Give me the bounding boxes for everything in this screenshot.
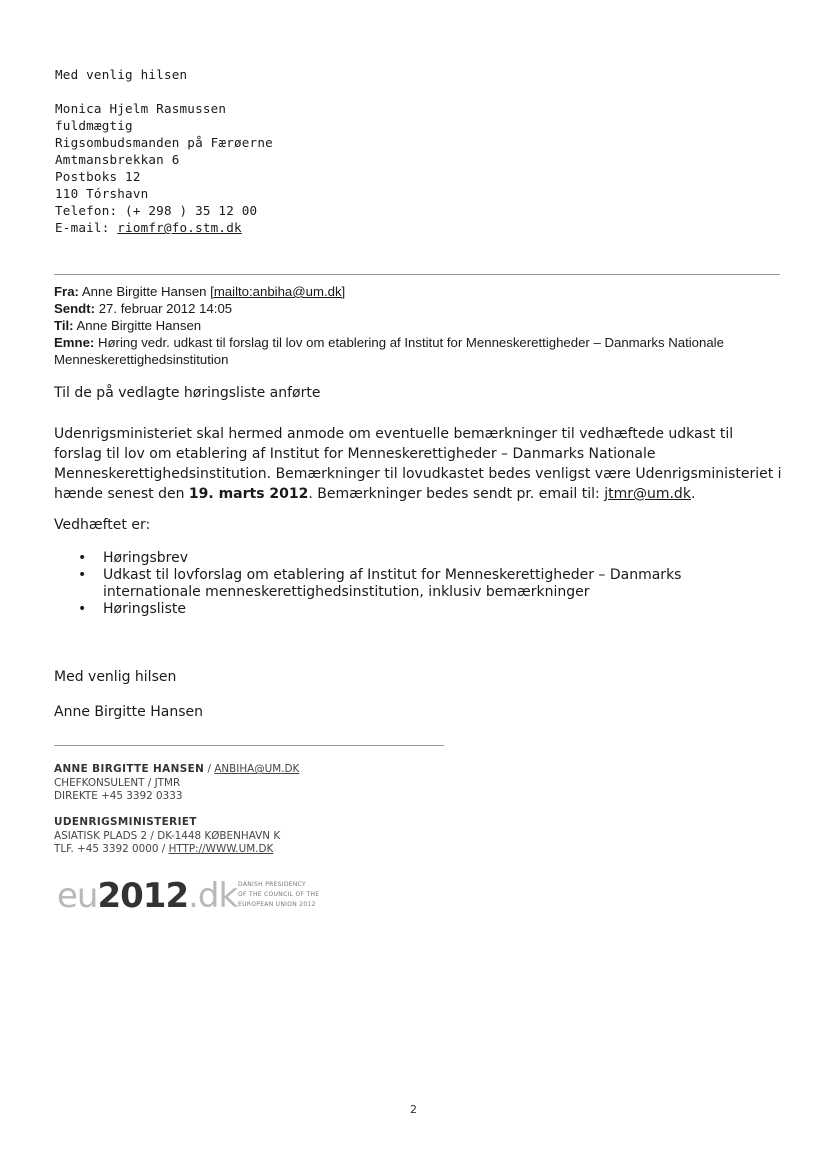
paragraph-text: Udenrigsministeriet skal hermed anmode om eventuelle bemærkninger til vedhæftede udkast til forslag til lov om etablering af Institut for Menneskerettigheder – Danmarks Nationale Menneskerettighedsinstitution. Bemærkninger til lovudkastet bedes venligst være Udenrigsministeriet i hænde senest den <box>54 426 782 502</box>
from-name: Anne Birgitte Hansen <box>78 284 211 299</box>
body-paragraph <box>54 424 784 504</box>
eu2012-logo <box>57 876 327 920</box>
addressee-line: Til de på vedlagte høringsliste anførte <box>54 385 321 401</box>
closing-name: Anne Birgitte Hansen <box>54 704 203 720</box>
sender-email-line <box>55 219 273 236</box>
attachments-label: Vedhæftet er: <box>54 517 151 533</box>
signature-title: CHEFKONSULENT / JTMR <box>54 776 181 789</box>
greeting: Med venlig hilsen <box>55 67 188 82</box>
sender-phone: Telefon: (+ 298 ) 35 12 00 <box>55 203 258 218</box>
sender-email-link[interactable]: riomfr@fo.stm.dk <box>117 220 242 235</box>
from-row <box>54 283 784 300</box>
to-label: Til: <box>54 318 74 333</box>
sender-city: 110 Tórshavn <box>55 186 149 201</box>
list-item <box>78 601 778 618</box>
ministry-name-row <box>54 816 280 830</box>
logo-caption-line: OF THE COUNCIL OF THE <box>238 891 320 898</box>
to-row <box>54 317 784 334</box>
bullet-icon: • <box>78 550 87 566</box>
forwarded-email-header <box>54 283 784 368</box>
sender-street: Amtmansbrekkan 6 <box>55 152 180 167</box>
subject-row <box>54 334 784 368</box>
logo-caption <box>238 880 319 910</box>
to-value: Anne Birgitte Hansen <box>73 318 202 333</box>
page-number: 2 <box>410 1103 417 1116</box>
header-divider <box>54 274 780 275</box>
attachment-name: Høringsliste <box>103 601 186 617</box>
logo-caption-line: DANISH PRESIDENCY <box>238 881 307 888</box>
signature-separator: / <box>204 763 215 775</box>
closing-greeting: Med venlig hilsen <box>54 669 177 685</box>
sent-value: 27. februar 2012 14:05 <box>95 301 233 316</box>
logo-text-dk: .dk <box>188 876 238 916</box>
signature-email-link[interactable]: ANBIHA@UM.DK <box>214 763 300 775</box>
attachment-name: Udkast til lovforslag om etablering af Institut for Menneskerettigheder – Danmarks internationale menneskerettighedsinstitution, inklusiv bemærkninger <box>103 567 682 600</box>
sender-title: fuldmægtig <box>55 118 133 133</box>
subject-label: Emne: <box>54 335 95 350</box>
reply-email-link[interactable]: jtmr@um.dk <box>604 486 691 502</box>
signature-direct-phone: DIREKTE +45 3392 0333 <box>54 790 183 802</box>
logo-text-year: 2012 <box>97 876 189 916</box>
ministry-address: ASIATISK PLADS 2 / DK-1448 KØBENHAVN K <box>54 829 281 842</box>
list-item <box>78 567 778 601</box>
deadline-date: 19. marts 2012 <box>188 486 309 502</box>
ministry-website-link[interactable]: HTTP://WWW.UM.DK <box>168 843 274 855</box>
subject-value: Høring vedr. udkast til forslag til lov om etablering af Institut for Menneskerettigheder – Danmarks Nationale Menneskerettighedsinstitution <box>54 335 724 367</box>
bullet-icon: • <box>78 601 87 617</box>
paragraph-end: . <box>690 486 696 502</box>
sender-name: Monica Hjelm Rasmussen <box>55 101 227 116</box>
from-label: Fra: <box>54 284 79 299</box>
ministry-phone: TLF. +45 3392 0000 / <box>54 843 169 855</box>
bullet-icon: • <box>78 567 87 583</box>
sender-postbox: Postboks 12 <box>55 169 141 184</box>
sent-row <box>54 300 784 317</box>
sender-office: Rigsombudsmanden på Færøerne <box>55 135 273 150</box>
paragraph-text-2: . Bemærkninger bedes sendt pr. email til: <box>308 486 605 502</box>
signature-name: ANNE BIRGITTE HANSEN <box>54 763 205 775</box>
attachment-list <box>78 550 778 618</box>
email-label: E-mail: <box>55 220 118 235</box>
ministry-phone-row <box>54 843 280 857</box>
logo-text-eu: eu <box>57 876 98 916</box>
logo-wordmark <box>57 876 237 916</box>
signature-person <box>54 763 299 804</box>
signature-name-row <box>54 763 299 777</box>
list-item <box>78 550 778 567</box>
from-mailto-link[interactable]: [mailto:anbiha@um.dk] <box>210 284 346 299</box>
logo-caption-line: EUROPEAN UNION 2012 <box>238 901 316 908</box>
ministry-name: UDENRIGSMINISTERIET <box>54 816 197 828</box>
email-signature-top <box>55 66 273 236</box>
attachment-name: Høringsbrev <box>103 550 189 566</box>
signature-ministry <box>54 816 280 857</box>
signature-divider <box>54 745 444 746</box>
sent-label: Sendt: <box>54 301 96 316</box>
